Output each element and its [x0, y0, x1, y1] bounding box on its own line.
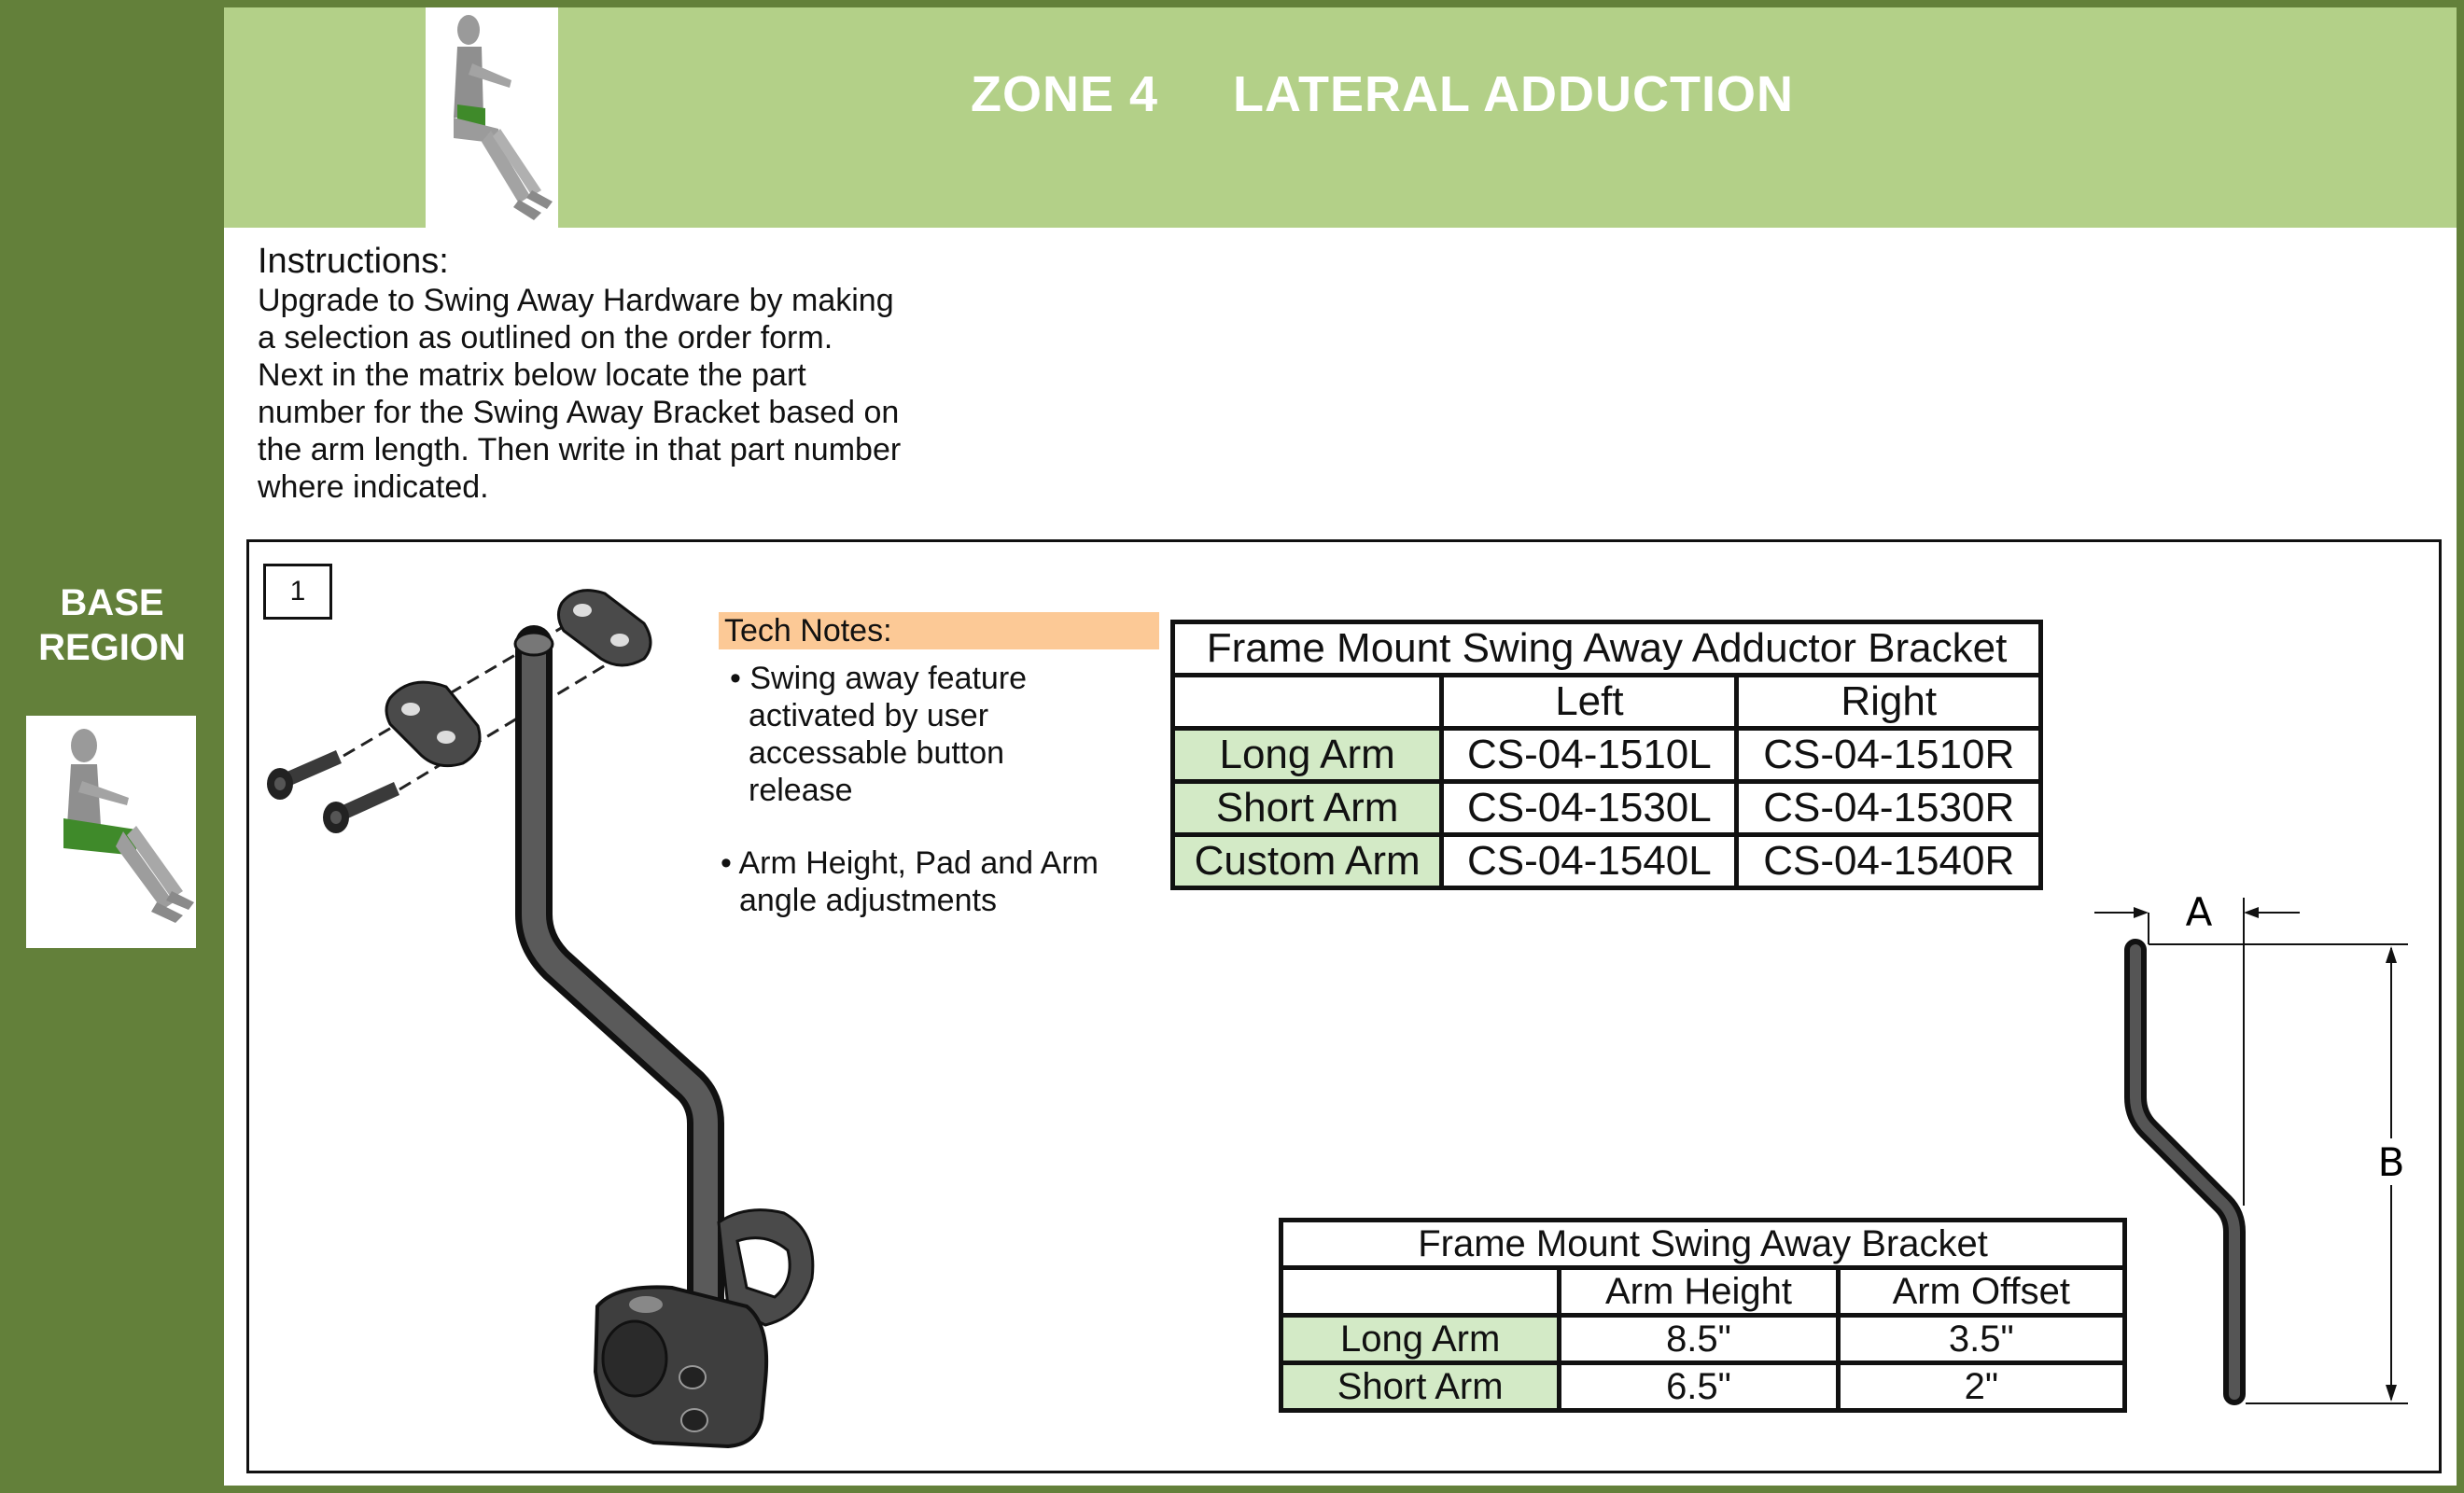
instructions-line: Upgrade to Swing Away Hardware by making [258, 283, 894, 318]
column-header: Arm Offset [1838, 1268, 2124, 1316]
column-header: Left [1442, 676, 1737, 729]
row-label: Long Arm [1281, 1316, 1560, 1363]
table-cell: CS-04-1510L [1442, 729, 1737, 782]
tech-note-line: • Arm Height, Pad and Arm [721, 845, 1099, 881]
tech-note-line: • Swing away feature [730, 661, 1028, 696]
tech-note-line: activated by user [749, 698, 989, 733]
tech-notes-heading: Tech Notes: [719, 612, 1159, 649]
tech-note-line: accessable button [749, 735, 1005, 771]
dimension-label-b: B [2377, 1139, 2405, 1185]
table-title: Frame Mount Swing Away Adductor Bracket [1173, 622, 2041, 676]
instructions-line: a selection as outlined on the order form. [258, 320, 833, 356]
instructions-line: the arm length. Then write in that part number [258, 432, 902, 467]
region-line-1: BASE [60, 582, 164, 623]
instructions-line: Next in the matrix below locate the part [258, 357, 806, 393]
instructions-line: number for the Swing Away Bracket based on [258, 395, 900, 430]
page-title: ZONE 4 LATERAL ADDUCTION [971, 66, 1795, 122]
column-header: Right [1737, 676, 2041, 729]
tech-note-line: angle adjustments [739, 883, 997, 918]
tech-note-line: release [749, 773, 853, 808]
row-label: Custom Arm [1173, 835, 1442, 888]
step-number: 1 [263, 564, 332, 620]
row-label: Long Arm [1173, 729, 1442, 782]
row-label: Short Arm [1173, 782, 1442, 835]
table-cell: 3.5" [1838, 1316, 2124, 1363]
table-cell: CS-04-1530R [1737, 782, 2041, 835]
region-line-2: REGION [38, 627, 186, 668]
instructions-line: where indicated. [258, 469, 489, 505]
table-cell: 2" [1838, 1363, 2124, 1411]
column-header: Arm Height [1560, 1268, 1838, 1316]
table-title: Frame Mount Swing Away Bracket [1281, 1221, 2125, 1268]
dimension-label-a: A [2185, 889, 2213, 935]
table-cell: 8.5" [1560, 1316, 1838, 1363]
table-cell: CS-04-1530L [1442, 782, 1737, 835]
row-label: Short Arm [1281, 1363, 1560, 1411]
table-cell: CS-04-1540R [1737, 835, 2041, 888]
table-cell: CS-04-1510R [1737, 729, 2041, 782]
table-cell: CS-04-1540L [1442, 835, 1737, 888]
table-cell: 6.5" [1560, 1363, 1838, 1411]
instructions-label: Instructions: [258, 242, 449, 281]
